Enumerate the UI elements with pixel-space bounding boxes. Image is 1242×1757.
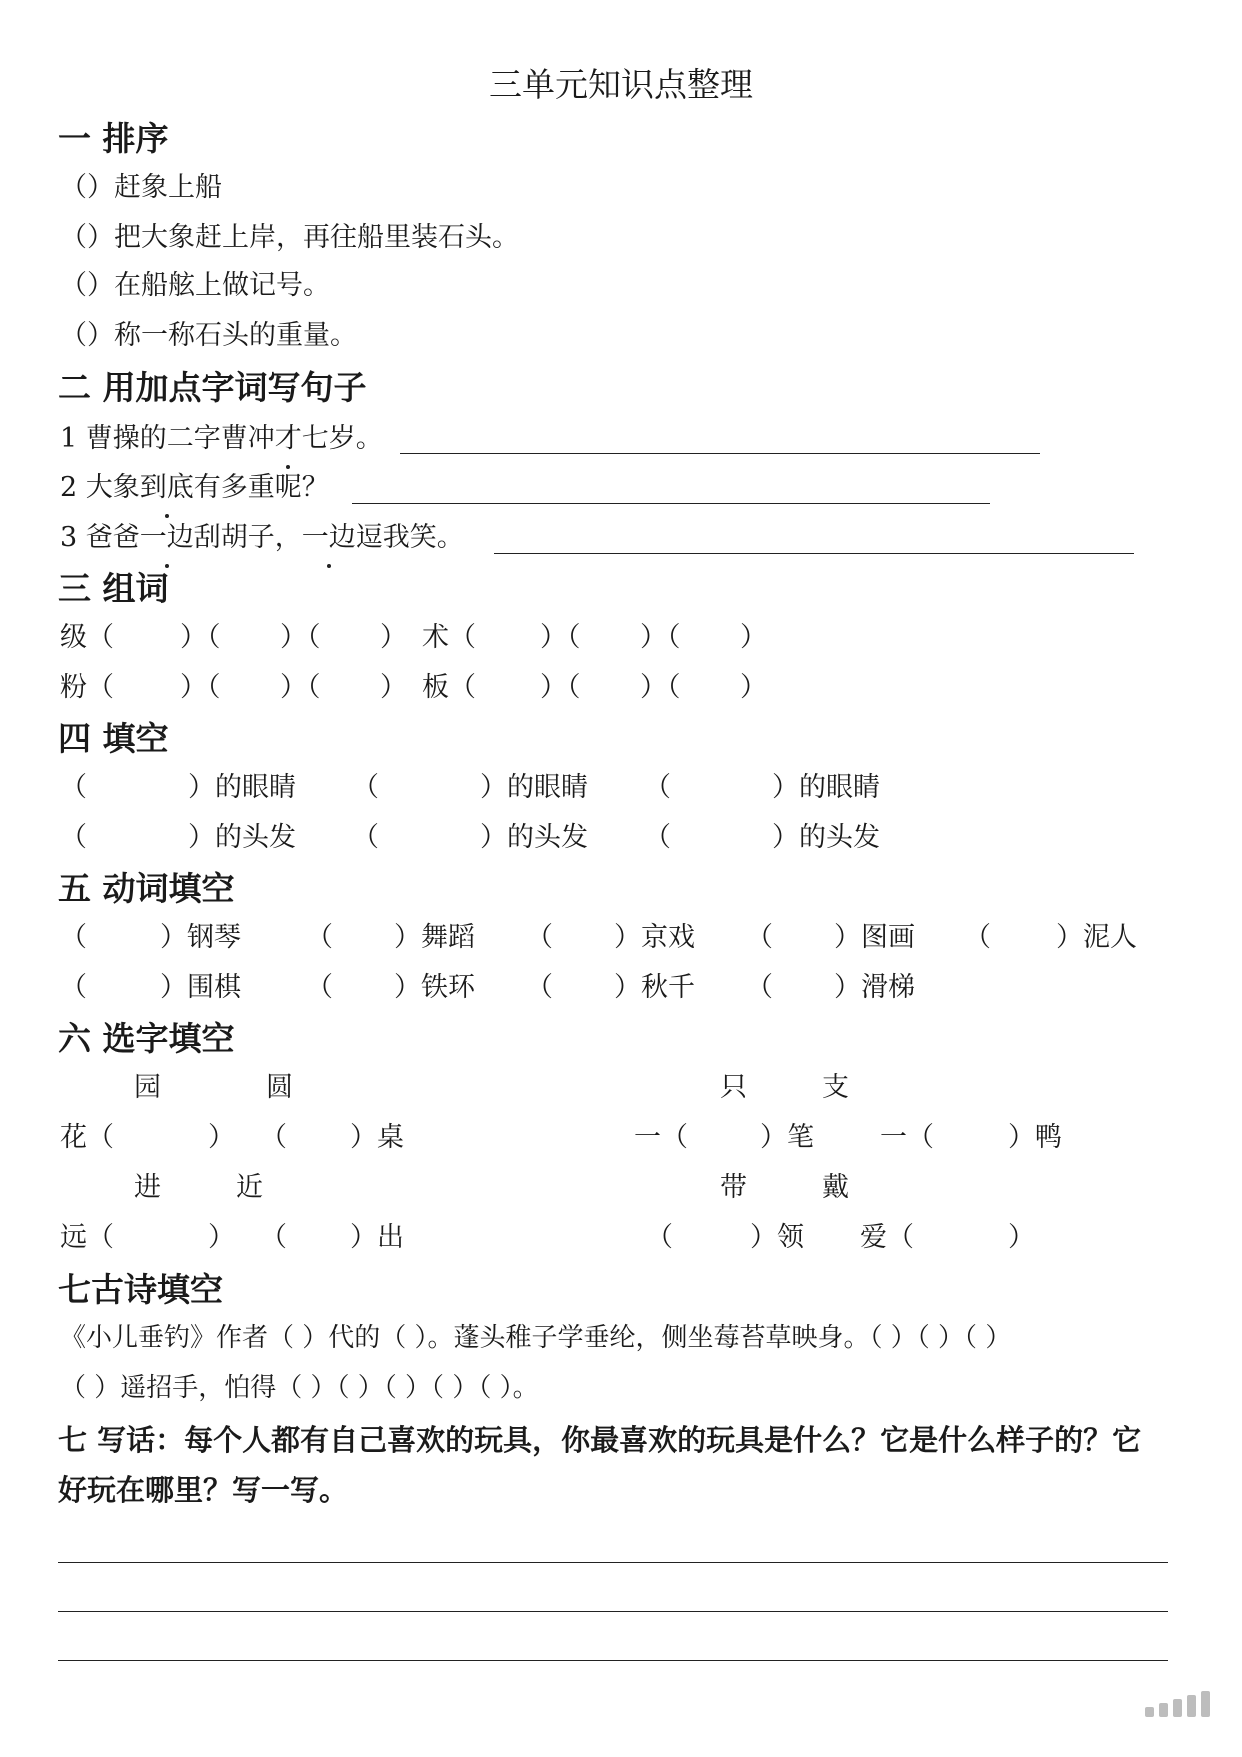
verb-blank-open[interactable]: （ — [60, 922, 87, 953]
section-7-heading: 七古诗填空 — [58, 1270, 223, 1309]
question-text: 3 爸爸 — [60, 522, 140, 553]
choice-char: 近 — [236, 1172, 263, 1203]
verb-item: ）图画 — [834, 922, 915, 953]
choice-blank[interactable]: 爱（ — [860, 1222, 914, 1253]
verb-blank-open[interactable]: （ — [746, 972, 773, 1003]
choice-blank: ）出 — [350, 1222, 404, 1253]
writing-line[interactable] — [58, 1660, 1168, 1661]
word-blank[interactable]: ）（ — [640, 622, 681, 653]
section-5-heading: 五 动词填空 — [58, 869, 235, 908]
word-blank: ） — [740, 672, 767, 703]
dotted-word: 一边 — [302, 518, 356, 558]
verb-blank-open[interactable]: （ — [60, 972, 87, 1003]
signal-icon — [1145, 1691, 1210, 1717]
verb-item: ）泥人 — [1056, 922, 1137, 953]
fill-blank-hair: ）的头发 — [480, 822, 588, 853]
fill-blank-hair: ）的头发 — [188, 822, 296, 853]
word-blank[interactable]: ）（ — [280, 622, 321, 653]
choice-char: 戴 — [822, 1172, 849, 1203]
verb-blank-open[interactable]: （ — [306, 922, 333, 953]
word-blank: ） — [380, 672, 407, 703]
fill-blank-eyes: ）的眼睛 — [480, 772, 588, 803]
choice-blank[interactable]: 花（ — [60, 1122, 114, 1153]
question-text: 有多重呢？ — [193, 472, 329, 503]
verb-item: ）钢琴 — [160, 922, 241, 953]
fill-blank-eyes: ）的眼睛 — [772, 772, 880, 803]
word-blank[interactable]: ）（ — [180, 622, 221, 653]
choice-blank: ）鸭 — [1008, 1122, 1062, 1153]
verb-item: ）京戏 — [614, 922, 695, 953]
word-blank[interactable]: ）（ — [280, 672, 321, 703]
choice-char: 带 — [720, 1172, 747, 1203]
dotted-word: 才 — [275, 419, 302, 459]
choice-char: 进 — [134, 1172, 161, 1203]
word-blank[interactable]: ）（ — [180, 672, 221, 703]
question-text: 刮胡子， — [193, 522, 302, 553]
section-2-heading: 二 用加点字词写句子 — [58, 368, 367, 407]
fill-blank-open[interactable]: （ — [352, 772, 379, 803]
verb-blank-open[interactable]: （ — [306, 972, 333, 1003]
word-blank[interactable]: ）（ — [540, 622, 581, 653]
word-blank[interactable]: 术（ — [422, 622, 476, 653]
verb-blank-open[interactable]: （ — [526, 972, 553, 1003]
choice-blank: ） — [1008, 1222, 1035, 1253]
writing-line[interactable] — [58, 1611, 1168, 1612]
choice-blank: ） — [208, 1222, 235, 1253]
fill-blank-open[interactable]: （ — [644, 822, 671, 853]
poem-line: （ ）遥招手，怕得（ ）（ ）（ ）（ ）（ ）。 — [60, 1373, 539, 1403]
word-blank[interactable]: 粉（ — [60, 672, 114, 703]
section-4-heading: 四 填空 — [58, 719, 169, 758]
page-title: 三单元知识点整理 — [489, 65, 753, 104]
choice-char: 园 — [134, 1072, 161, 1103]
question-text: 逗我笑。 — [355, 522, 464, 553]
choice-blank[interactable]: （ — [260, 1122, 287, 1153]
choice-blank: ）笔 — [760, 1122, 814, 1153]
writing-prompt: 七 写话：每个人都有自己喜欢的玩具，你最喜欢的玩具是什么？它是什么样子的？它 — [58, 1423, 1142, 1457]
choice-blank[interactable]: 一（ — [634, 1122, 688, 1153]
verb-item: ）滑梯 — [834, 972, 915, 1003]
verb-blank-open[interactable]: （ — [746, 922, 773, 953]
dotted-word: 到底 — [140, 468, 194, 508]
fill-blank-open[interactable]: （ — [644, 772, 671, 803]
poem-line: 《小儿垂钓》作者（ ）代的（ ）。蓬头稚子学垂纶，侧坐莓苔草映身。（ ）（ ）（ ） — [60, 1323, 1012, 1353]
order-item: （）把大象赶上岸，再往船里装石头。 — [60, 222, 519, 253]
order-item: （）赶象上船 — [60, 172, 222, 203]
writing-line[interactable] — [58, 1562, 1168, 1563]
verb-blank-open[interactable]: （ — [964, 922, 991, 953]
choice-blank[interactable]: 一（ — [880, 1122, 934, 1153]
word-blank[interactable]: ）（ — [540, 672, 581, 703]
sentence-question-1 — [60, 419, 383, 459]
verb-item: ）铁环 — [394, 972, 475, 1003]
verb-item: ）舞蹈 — [394, 922, 475, 953]
order-item: （）在船舷上做记号。 — [60, 270, 330, 301]
sentence-question-3 — [60, 518, 464, 558]
answer-line[interactable] — [400, 453, 1040, 454]
choice-blank: ）领 — [750, 1222, 804, 1253]
word-blank[interactable]: 板（ — [422, 672, 476, 703]
fill-blank-hair: ）的头发 — [772, 822, 880, 853]
word-blank[interactable]: ）（ — [640, 672, 681, 703]
choice-blank[interactable]: 远（ — [60, 1222, 114, 1253]
fill-blank-eyes: ）的眼睛 — [188, 772, 296, 803]
section-6-heading: 六 选字填空 — [58, 1019, 235, 1058]
section-1-heading: 一 排序 — [58, 119, 169, 158]
word-blank: ） — [380, 622, 407, 653]
question-text: 2 大象 — [60, 472, 140, 503]
choice-blank: ） — [208, 1122, 235, 1153]
word-blank: ） — [740, 622, 767, 653]
verb-blank-open[interactable]: （ — [526, 922, 553, 953]
choice-blank[interactable]: （ — [646, 1222, 673, 1253]
choice-blank[interactable]: （ — [260, 1222, 287, 1253]
dotted-word: 一边 — [140, 518, 194, 558]
fill-blank-open[interactable]: （ — [60, 822, 87, 853]
verb-item: ）秋千 — [614, 972, 695, 1003]
section-3-heading: 三 组词 — [58, 569, 169, 608]
word-blank[interactable]: 级（ — [60, 622, 114, 653]
answer-line[interactable] — [352, 503, 990, 504]
writing-prompt: 好玩在哪里？写一写。 — [58, 1473, 349, 1507]
question-text: 1 曹操的二字曹冲 — [60, 423, 275, 454]
fill-blank-open[interactable]: （ — [352, 822, 379, 853]
verb-item: ）围棋 — [160, 972, 241, 1003]
choice-char: 只 — [720, 1072, 747, 1103]
answer-line[interactable] — [494, 553, 1134, 554]
question-text: 七岁。 — [301, 423, 383, 454]
fill-blank-open[interactable]: （ — [60, 772, 87, 803]
choice-char: 圆 — [266, 1072, 293, 1103]
choice-char: 支 — [822, 1072, 849, 1103]
sentence-question-2 — [60, 468, 329, 508]
choice-blank: ）桌 — [350, 1122, 404, 1153]
order-item: （）称一称石头的重量。 — [60, 320, 357, 351]
